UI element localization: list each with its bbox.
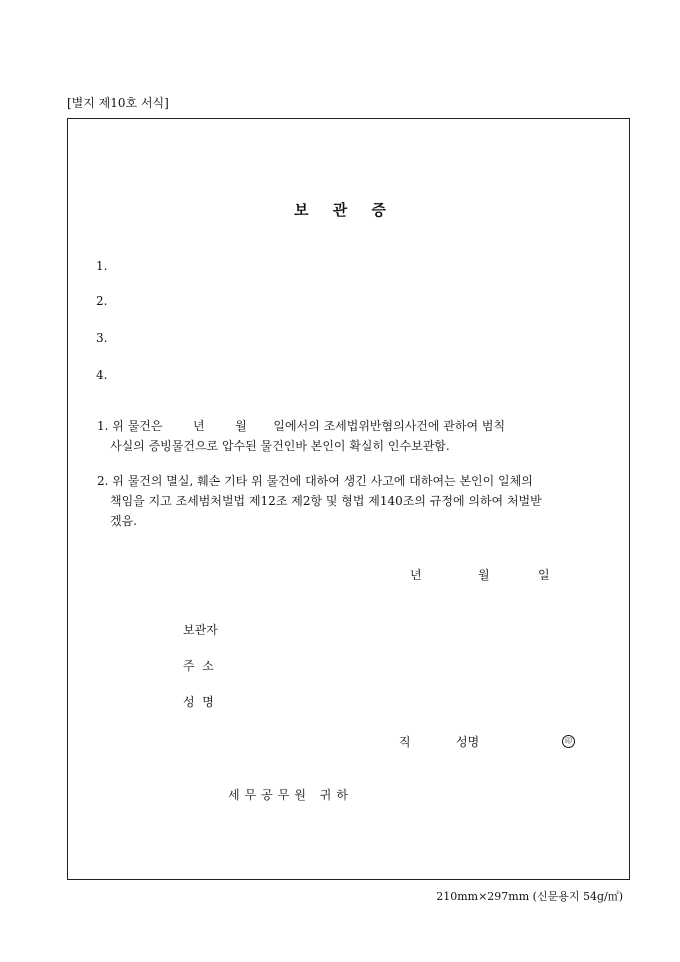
item-number-2: 2. xyxy=(96,294,108,308)
item-number-3: 3. xyxy=(96,331,108,345)
statement-paragraph-2 xyxy=(97,471,587,531)
paragraph-line: 책임을 지고 조세범처벌법 제12조 제2항 및 형법 제140조의 규정에 의하여 처벌받 xyxy=(110,494,542,508)
seal-mark xyxy=(562,732,575,748)
address-label: 주 소 xyxy=(183,659,214,673)
signer-name-label: 성명 xyxy=(456,735,480,749)
item-number-1: 1. xyxy=(96,259,108,273)
title-char: 보 xyxy=(294,201,309,219)
seal-icon: 印 xyxy=(562,735,575,748)
paragraph-line: 사실의 증빙물건으로 압수된 물건인바 본인이 확실히 인수보관함. xyxy=(110,439,450,453)
paragraph-number: 1. xyxy=(97,419,109,433)
paragraph-line: 위 물건은 년 월 일에서의 조세법위반혐의사건에 관하여 범칙 xyxy=(112,419,506,433)
statement-paragraph-1 xyxy=(97,416,587,456)
name-label: 성 명 xyxy=(183,695,214,709)
date-year-label: 년 xyxy=(410,568,422,582)
date-month-label: 월 xyxy=(478,568,490,582)
paragraph-line: 위 물건의 멸실, 훼손 기타 위 물건에 대하여 생긴 사고에 대하여는 본인이 일체의 xyxy=(112,474,533,488)
title-char: 증 xyxy=(371,201,386,219)
paragraph-number: 2. xyxy=(97,474,109,488)
date-day-label: 일 xyxy=(538,568,550,582)
document-title xyxy=(0,199,680,220)
title-char: 관 xyxy=(332,201,348,219)
paper-specification: 210mm×297mm (신문용지 54g/㎡) xyxy=(436,890,623,903)
position-label: 직 xyxy=(399,735,411,749)
recipient-line: 세무공무원 귀하 xyxy=(228,788,353,802)
form-number-label: [별지 제10호 서식] xyxy=(67,96,169,110)
custodian-label: 보관자 xyxy=(183,623,218,637)
item-number-4: 4. xyxy=(96,368,108,382)
paragraph-line: 겠음. xyxy=(110,514,137,528)
